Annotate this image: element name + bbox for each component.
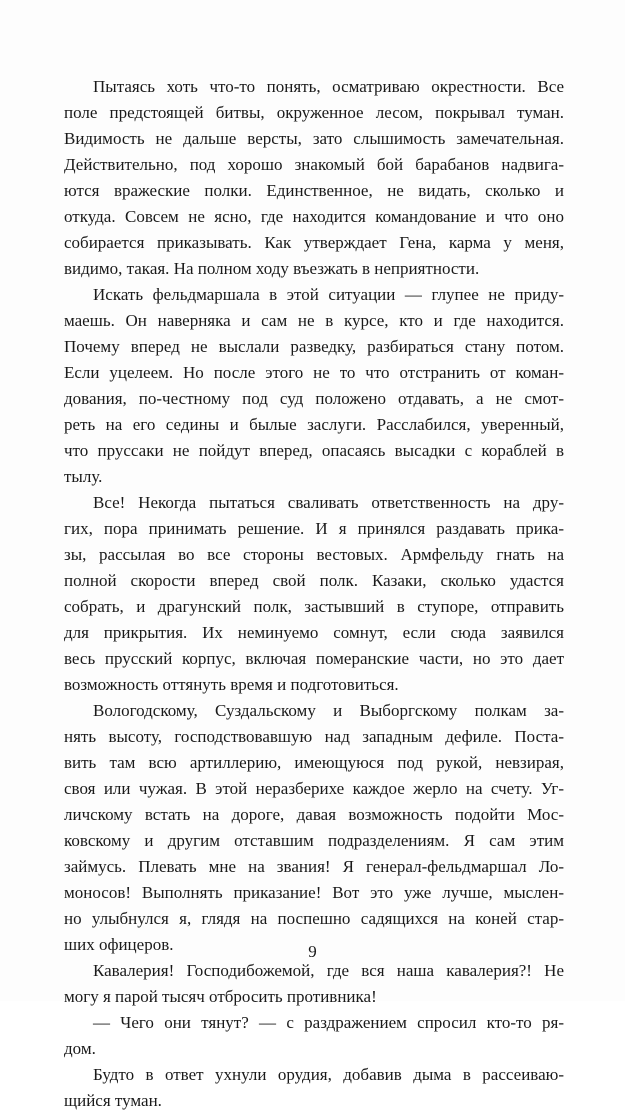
text-line: ковскому и другим отставшим подразделениям. Я сам этим — [64, 831, 564, 850]
paragraph — [64, 1062, 564, 1114]
text-line: тылу. — [64, 467, 103, 486]
paragraph — [64, 1010, 564, 1062]
text-line: что пруссаки не пойдут вперед, опасаясь высадки с кораблей в — [64, 441, 564, 460]
text-line: займусь. Плевать мне на звания! Я генерал-фельдмаршал Ло- — [64, 857, 564, 876]
text-line: Все! Некогда пытаться сваливать ответственность на дру- — [93, 493, 564, 512]
text-line: Вологодскому, Суздальскому и Выборгскому полкам за- — [93, 701, 564, 720]
paragraph — [64, 490, 564, 698]
paragraph — [64, 698, 564, 958]
text-line: Пытаясь хоть что-то понять, осматриваю окрестности. Все — [93, 77, 564, 96]
text-line: собрать, и драгунский полк, застывший в ступоре, отправить — [64, 597, 564, 616]
text-line: нять высоту, господствовавшую над западным дефиле. Поста- — [64, 727, 564, 746]
text-line: дования, по-честному под суд положено отдавать, а не смот- — [64, 389, 564, 408]
text-line: дом. — [64, 1039, 96, 1058]
text-line: ются вражеские полки. Единственное, не видать, сколько и — [64, 181, 564, 200]
text-line: личскому встать на дороге, давая возможность подойти Мос- — [64, 805, 564, 824]
text-line: Почему вперед не выслали разведку, разбираться стану потом. — [64, 337, 564, 356]
text-line: Искать фельдмаршала в этой ситуации — глупее не приду- — [93, 285, 564, 304]
text-line: могу я парой тысяч отбросить противника! — [64, 987, 377, 1006]
text-line: Действительно, под хорошо знакомый бой барабанов надвига- — [64, 155, 564, 174]
paragraph — [64, 282, 564, 490]
text-line: ших офицеров. — [64, 935, 174, 954]
text-line: гих, пора принимать решение. И я принялся раздавать прика- — [64, 519, 564, 538]
text-line: Кавалерия! Господибожемой, где вся наша кавалерия?! Не — [93, 961, 564, 980]
text-line: Будто в ответ ухнули орудия, добавив дыма в рассеиваю- — [93, 1065, 564, 1084]
text-line: Видимость не дальше версты, зато слышимость замечательная. — [64, 129, 564, 148]
text-line: реть на его седины и былые заслуги. Расслабился, уверенный, — [64, 415, 564, 434]
text-line: Если уцелеем. Но после этого не то что отстранить от коман- — [64, 363, 564, 382]
paragraph — [64, 958, 564, 1010]
text-line: откуда. Совсем не ясно, где находится командование и что оно — [64, 207, 564, 226]
text-line: поле предстоящей битвы, окруженное лесом, покрывал туман. — [64, 103, 564, 122]
text-line: своя или чужая. В этой неразберихе каждое жерло на счету. Уг- — [64, 779, 564, 798]
text-line: — Чего они тянут? — с раздражением спросил кто-то ря- — [93, 1013, 564, 1032]
text-line: возможность оттянуть время и подготовиться. — [64, 675, 399, 694]
text-line: вить там всю артиллерию, имеющуюся под рукой, невзирая, — [64, 753, 564, 772]
text-line: весь прусский корпус, включая померанские части, но это дает — [64, 649, 564, 668]
text-line: для прикрытия. Их неминуемо сомнут, если сюда заявился — [64, 623, 564, 642]
text-line: щийся туман. — [64, 1091, 162, 1110]
text-line: но улыбнулся я, глядя на поспешно садящихся на коней стар- — [64, 909, 564, 928]
text-line: маешь. Он наверняка и сам не в курсе, кто и где находится. — [64, 311, 564, 330]
text-line: собирается приказывать. Как утверждает Гена, карма у меня, — [64, 233, 564, 252]
paragraph — [64, 74, 564, 282]
text-line: полной скорости вперед свой полк. Казаки, сколько удастся — [64, 571, 564, 590]
page-number: 9 — [308, 942, 317, 961]
text-line: моносов! Выполнять приказание! Вот это уже лучше, мыслен- — [64, 883, 564, 902]
text-line: видимо, такая. На полном ходу въезжать в неприятности. — [64, 259, 480, 278]
text-line: зы, рассылая во все стороны вестовых. Армфельду гнать на — [64, 545, 564, 564]
